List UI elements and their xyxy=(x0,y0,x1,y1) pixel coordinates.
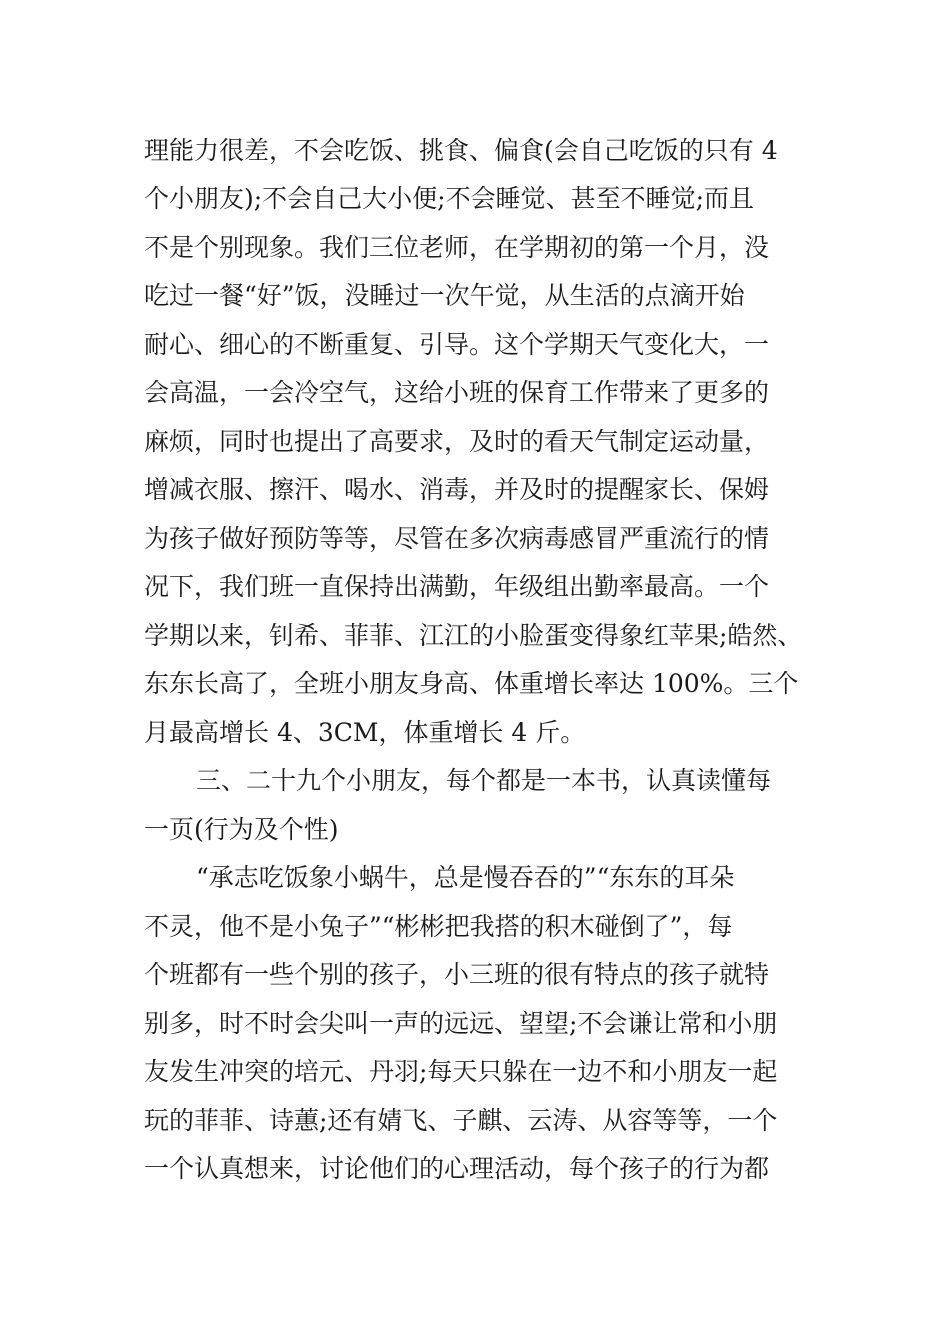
section-heading-line: 三、二十九个小朋友，每个都是一本书，认真读懂每 xyxy=(196,766,772,795)
text-line: 学期以来，钊希、菲菲、江江的小脸蛋变得象红苹果;皓然、 xyxy=(144,621,803,650)
section-heading-line: 一页(行为及个性) xyxy=(144,815,339,844)
text-line: 耐心、细心的不断重复、引导。这个学期天气变化大，一 xyxy=(144,330,770,359)
text-line: 一个认真想来，讨论他们的心理活动，每个孩子的行为都 xyxy=(144,1154,770,1183)
text-line: 别多，时不时会尖叫一声的远远、望望;不会谦让常和小朋 xyxy=(144,1009,778,1038)
text-line: 玩的菲菲、诗蕙;还有婧飞、子麒、云涛、从容等等，一个 xyxy=(144,1106,778,1135)
text-line: 况下，我们班一直保持出满勤，年级组出勤率最高。一个 xyxy=(144,572,770,601)
text-line: 不灵，他不是小兔子”“彬彬把我搭的积木碰倒了”，每 xyxy=(144,912,733,941)
text-line: 东东长高了，全班小朋友身高、体重增长率达 100%。三个 xyxy=(144,669,799,698)
text-line: 吃过一餐“好”饭，没睡过一次午觉，从生活的点滴开始 xyxy=(144,281,745,310)
text-line: 增减衣服、擦汗、喝水、消毒，并及时的提醒家长、保姆 xyxy=(144,475,770,504)
text-line: 个班都有一些个别的孩子，小三班的很有特点的孩子就特 xyxy=(144,960,770,989)
text-line: 个小朋友);不会自己大小便;不会睡觉、甚至不睡觉;而且 xyxy=(144,184,755,213)
text-line: 会高温，一会冷空气，这给小班的保育工作带来了更多的 xyxy=(144,378,770,407)
text-line: 麻烦，同时也提出了高要求，及时的看天气制定运动量， xyxy=(144,427,770,456)
text-line: 月最高增长 4、3CM，体重增长 4 斤。 xyxy=(144,718,586,747)
text-line: 理能力很差，不会吃饭、挑食、偏食(会自己吃饭的只有 4 xyxy=(144,136,778,165)
text-line: 友发生冲突的培元、丹羽;每天只躲在一边不和小朋友一起 xyxy=(144,1057,778,1086)
text-line: 不是个别现象。我们三位老师，在学期初的第一个月，没 xyxy=(144,233,770,262)
text-line: “承志吃饭象小蜗牛，总是慢吞吞的”“东东的耳朵 xyxy=(196,863,735,892)
text-line: 为孩子做好预防等等，尽管在多次病毒感冒严重流行的情 xyxy=(144,524,770,553)
